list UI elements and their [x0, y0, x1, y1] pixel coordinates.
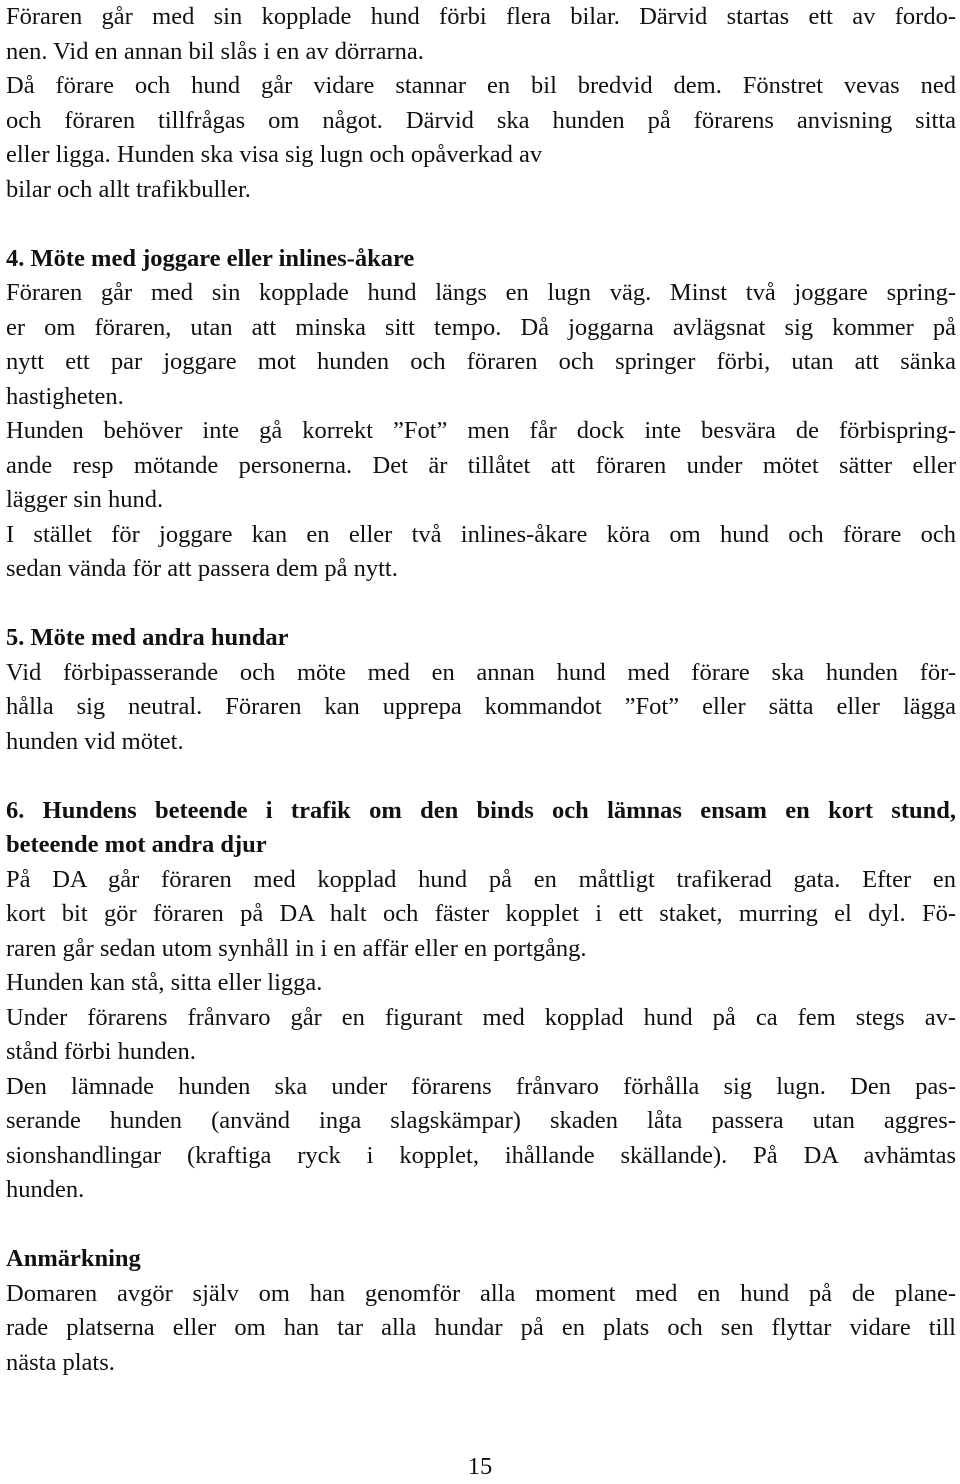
- section-4-line: ande resp mötande personerna. Det är tillåtet att föraren under mötet sätter eller: [6, 451, 956, 479]
- section-5-line: hålla sig neutral. Föraren kan upprepa kommandot ”Fot” eller sätta eller lägga: [6, 693, 956, 720]
- section-4-line: nytt ett par joggare mot hunden och föraren och springer förbi, utan att sänka: [6, 348, 956, 375]
- intro-line: och föraren tillfrågas om något. Därvid ska hunden på förarens anvisning sitta: [6, 106, 956, 134]
- section-6-line: raren går sedan utom synhåll in i en affär eller en portgång.: [6, 934, 587, 962]
- intro-line: Föraren går med sin kopplade hund förbi flera bilar. Därvid startas ett av fordo-: [6, 3, 956, 30]
- section-6-line: På DA går föraren med kopplad hund på en måttligt trafikerad gata. Efter en: [6, 865, 956, 893]
- section-6-line: stånd förbi hunden.: [6, 1038, 196, 1065]
- note-line: nästa plats.: [6, 1348, 115, 1376]
- section-4: [6, 242, 956, 587]
- section-6-heading: 6. Hundens beteende i trafik om den binds och lämnas ensam en kort stund,: [6, 796, 956, 824]
- section-6-line: Den lämnade hunden ska under förarens frånvaro förhålla sig lugn. Den pas-: [6, 1072, 956, 1100]
- section-4-line: er om föraren, utan att minska sitt tempo. Då joggarna avlägsnat sig kommer på: [6, 313, 956, 341]
- section-4-line: hastigheten.: [6, 382, 124, 410]
- section-4-line: sedan vända för att passera dem på nytt.: [6, 555, 398, 582]
- section-6-line: serande hunden (använd inga slagskämpar) skaden låta passera utan aggres-: [6, 1107, 956, 1134]
- section-5-heading: 5. Möte med andra hundar: [6, 624, 289, 651]
- section-4-line: Hunden behöver inte gå korrekt ”Fot” men får dock inte besvära de förbispring-: [6, 417, 956, 444]
- note-line: Domaren avgör själv om han genomför alla moment med en hund på de plane-: [6, 1279, 956, 1307]
- section-6-line: Under förarens frånvaro går en figurant med kopplad hund på ca fem stegs av-: [6, 1003, 956, 1031]
- note-heading: Anmärkning: [6, 1245, 141, 1272]
- section-4-line: I stället för joggare kan en eller två inlines-åkare köra om hund och förare och: [6, 520, 956, 548]
- section-6-line: sionshandlingar (kraftiga ryck i kopplet, ihållande skällande). På DA avhämtas: [6, 1141, 956, 1169]
- section-6-line: hunden.: [6, 1176, 85, 1203]
- document-page: [6, 0, 956, 1380]
- section-4-line: lägger sin hund.: [6, 486, 164, 513]
- intro-line: nen. Vid en annan bil slås i en av dörrarna.: [6, 37, 424, 65]
- spacer: [6, 207, 956, 242]
- spacer: [6, 1208, 956, 1243]
- spacer: [6, 587, 956, 622]
- section-6: [6, 794, 956, 1208]
- section-5: [6, 621, 956, 759]
- section-6-line: Hunden kan stå, sitta eller ligga.: [6, 969, 323, 996]
- spacer: [6, 759, 956, 794]
- intro-paragraph: [6, 0, 956, 207]
- note-section: [6, 1242, 956, 1380]
- section-4-line: Föraren går med sin kopplade hund längs en lugn väg. Minst två joggare spring-: [6, 279, 956, 306]
- page-number: 15: [467, 1453, 493, 1480]
- section-5-line: hunden vid mötet.: [6, 727, 184, 755]
- section-6-line: kort bit gör föraren på DA halt och fäster kopplet i ett staket, murring el dyl. Fö-: [6, 900, 956, 927]
- intro-line: bilar och allt trafikbuller.: [6, 175, 251, 203]
- section-4-heading: 4. Möte med joggare eller inlines-åkare: [6, 244, 415, 272]
- intro-line: Då förare och hund går vidare stannar en bil bredvid dem. Fönstret vevas ned: [6, 72, 956, 99]
- note-line: rade platserna eller om han tar alla hundar på en plats och sen flyttar vidare till: [6, 1314, 956, 1341]
- section-6-heading-continued: beteende mot andra djur: [6, 831, 267, 858]
- section-5-line: Vid förbipasserande och möte med en annan hund med förare ska hunden för-: [6, 658, 956, 686]
- intro-line: eller ligga. Hunden ska visa sig lugn och opåverkad av: [6, 141, 543, 168]
